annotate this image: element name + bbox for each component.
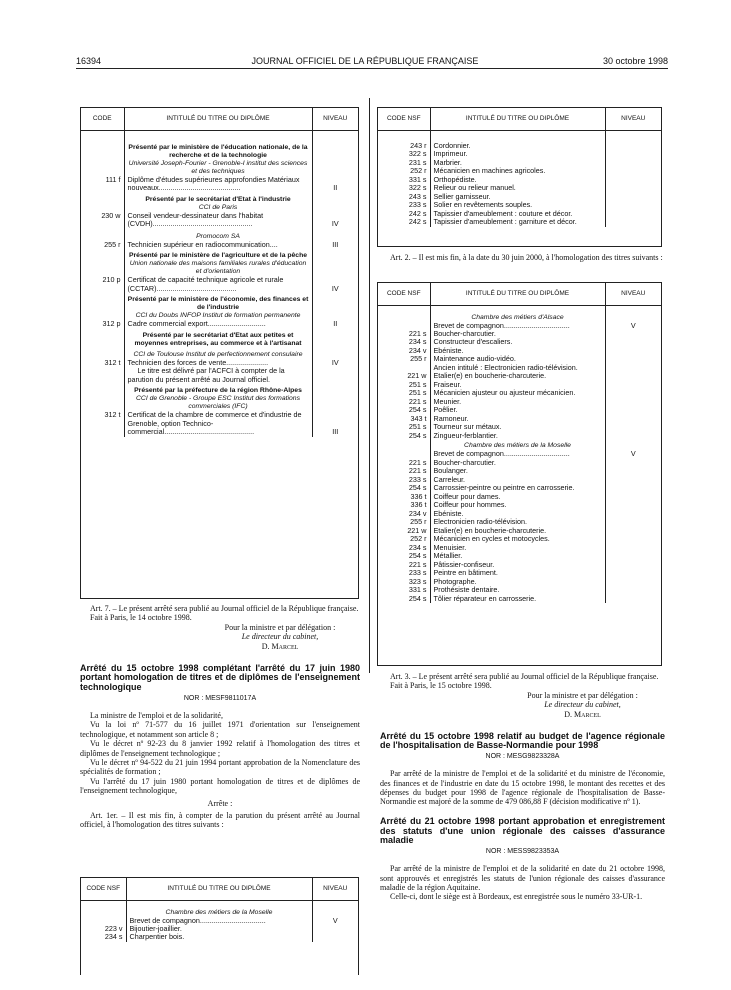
arrete-title: Arrêté du 21 octobre 1998 portant approbation et enregistrement des statuts d'une union régionale des caisses d'assurance maladie	[380, 815, 665, 846]
col-code-nsf: CODE NSF	[81, 878, 126, 900]
title-cell: Maintenance audio-vidéo.	[430, 355, 605, 363]
brevet-line: Brevet de compagnon.................................	[430, 322, 605, 330]
title-cell: Boucher-charcutier.	[430, 459, 605, 467]
niveau-cell: IV	[331, 219, 339, 229]
title-cell: Tapissier d'ameublement : garniture et décor.	[430, 218, 605, 226]
title-cell: Menuisier.	[430, 544, 605, 552]
table-row	[378, 595, 661, 603]
code-cell: 242 s	[378, 210, 430, 218]
code-cell: 251 s	[378, 389, 430, 397]
arrete-title: Arrêté du 15 octobre 1998 relatif au budget de l'agence régionale de l'hospitalisation de Basse-Normandie pour 1998	[380, 730, 665, 751]
title-cell: Fraiseur.	[430, 381, 605, 389]
niveau-cell: II	[333, 183, 338, 193]
article-7: Art. 7. – Le présent arrêté sera publié au Journal officiel de la République française.	[90, 604, 359, 613]
title-cell: Coiffeur pour dames.	[430, 493, 605, 501]
table-row	[378, 432, 661, 440]
code-cell: 251 s	[378, 423, 430, 431]
chambre-heading: Chambre des métiers d'Alsace	[471, 313, 564, 321]
niveau-cell	[312, 925, 358, 933]
chambre-heading: Chambre des métiers de la Moselle	[165, 908, 273, 916]
title-cell: Constructeur d'escaliers.	[430, 338, 605, 346]
niveau-cell	[605, 476, 661, 484]
niveau-cell	[605, 544, 661, 552]
niveau-cell: V	[630, 320, 636, 330]
title-cell: Etalier(e) en boucherie-charcuterie.	[430, 527, 605, 535]
paragraph: La ministre de l'emploi et de la solidarité,	[90, 710, 223, 720]
title-cell: Ancien intitulé : Electronicien radio-télévision.	[430, 364, 605, 372]
code-cell: 233 s	[378, 569, 430, 577]
code-cell: 234 v	[378, 510, 430, 518]
left-table-2	[80, 877, 359, 975]
title-cell: Tôlier réparateur en carrosserie.	[430, 595, 605, 603]
page-number: 16394	[76, 56, 102, 66]
niveau-cell	[605, 527, 661, 535]
title-cell: Conseil vendeur-dessinateur dans l'habitat (CVDH)..................................................	[124, 212, 312, 229]
niveau-cell	[605, 518, 661, 526]
section-heading: Présenté par la préfecture de la région Rhône-Alpes	[134, 387, 302, 395]
title-cell: Cordonnier.	[430, 142, 605, 150]
title-cell: Mécanicien en machines agricoles.	[430, 167, 605, 175]
paragraph: Par arrêté de la ministre de l'emploi et de la solidarité en date du 21 octobre 1998, sont approuvés et enregistrés les statuts de l'union régionale des caisses d'assurance maladie de la région Aquitaine.	[380, 864, 665, 892]
col-intitule: INTITULÉ DU TITRE OU DIPLÔME	[430, 283, 605, 305]
niveau-cell: III	[332, 239, 339, 249]
code-cell: 234 s	[81, 933, 126, 941]
title-cell: Certificat de la chambre de commerce et d'industrie de Grenoble, option Technico-commercial.............................................	[124, 411, 312, 436]
code-cell: 312 t	[81, 411, 124, 436]
signature-line-1: Pour la ministre et par délégation :	[527, 690, 638, 700]
code-cell: 242 s	[378, 218, 430, 226]
title-cell: Imprimeur.	[430, 150, 605, 158]
niveau-cell	[605, 338, 661, 346]
title-cell: Tourneur sur métaux.	[430, 423, 605, 431]
code-cell: 254 s	[378, 595, 430, 603]
code-cell: 243 s	[378, 193, 430, 201]
column-divider	[369, 98, 370, 673]
fait-a-paris: Fait à Paris, le 15 octobre 1998.	[390, 681, 492, 691]
niveau-cell: II	[333, 319, 338, 329]
title-cell: Pâtissier-confiseur.	[430, 561, 605, 569]
code-cell: 221 s	[378, 467, 430, 475]
title-cell: Bijoutier-joaillier.	[126, 925, 312, 933]
col-code: CODE	[81, 108, 124, 130]
arrete-title: Arrêté du 15 octobre 1998 complétant l'arrêté du 17 juin 1980 portant homologation de titres et de diplômes de l'enseignement technologique	[80, 662, 360, 693]
niveau-cell	[605, 355, 661, 363]
arrete-label: Arrête :	[207, 798, 233, 808]
niveau-cell	[605, 364, 661, 372]
niveau-cell	[605, 535, 661, 543]
article-3: Art. 3. – Le présent arrêté sera publié au Journal officiel de la République française.	[390, 672, 659, 681]
code-cell: 234 s	[378, 544, 430, 552]
title-cell: Electronicien radio-télévision.	[430, 518, 605, 526]
title-cell: Solier en revêtements souples.	[430, 201, 605, 209]
niveau-cell	[605, 389, 661, 397]
niveau-cell	[605, 595, 661, 603]
col-intitule: INTITULÉ DU TITRE OU DIPLÔME	[126, 878, 312, 900]
title-cell: Photographe.	[430, 578, 605, 586]
code-cell: 331 s	[378, 176, 430, 184]
section-heading: Présenté par le secrétariat d'Etat à l'industrie	[145, 195, 291, 203]
title-cell: Marbrier.	[430, 159, 605, 167]
signature-name: D. Marcel	[261, 642, 299, 652]
title-cell: Orthopédiste.	[430, 176, 605, 184]
title-cell: Carrossier-peintre ou peintre en carrosserie.	[430, 484, 605, 492]
niveau-cell	[605, 372, 661, 380]
title-cell: Coiffeur pour hommes.	[430, 501, 605, 509]
niveau-cell	[605, 484, 661, 492]
title-cell: Technicien supérieur en radiocommunication....	[124, 241, 312, 249]
code-cell: 221 s	[378, 398, 430, 406]
niveau-cell	[605, 347, 661, 355]
code-cell: 234 s	[378, 338, 430, 346]
title-cell: Zingueur-ferblantier.	[430, 432, 605, 440]
title-cell: Sellier garnisseur.	[430, 193, 605, 201]
col-niveau: NIVEAU	[605, 283, 661, 305]
code-cell: 221 s	[378, 459, 430, 467]
niveau-cell	[605, 218, 661, 226]
niveau-cell	[605, 406, 661, 414]
institution: CCI de Paris	[198, 203, 238, 211]
code-cell: 223 v	[81, 925, 126, 933]
journal-title: JOURNAL OFFICIEL DE LA RÉPUBLIQUE FRANÇAISE	[251, 56, 479, 66]
code-cell: 243 r	[378, 142, 430, 150]
paragraph: Vu le décret nº 94-522 du 21 juin 1994 portant approbation de la Nomenclature des spécialités de formation ;	[80, 758, 360, 777]
code-cell: 111 f	[81, 176, 124, 193]
article-1: Art. 1er. – Il est mis fin, à compter de la parution du présent arrêté au Journal officiel, à l'homologation des titres suivants :	[80, 810, 360, 830]
niveau-cell: V	[332, 915, 338, 925]
niveau-cell	[605, 586, 661, 594]
title-cell: Métallier.	[430, 552, 605, 560]
niveau-cell	[605, 201, 661, 209]
niveau-cell	[605, 184, 661, 192]
institution: CCI de Grenoble - Groupe ESC Institut des formations commerciales (IFC)	[136, 395, 300, 411]
code-cell: 231 s	[378, 159, 430, 167]
col-niveau: NIVEAU	[312, 878, 358, 900]
niveau-cell	[605, 415, 661, 423]
title-cell: Carreleur.	[430, 476, 605, 484]
code-cell: 234 v	[378, 347, 430, 355]
title-cell: Tapissier d'ameublement : couture et décor.	[430, 210, 605, 218]
niveau-cell	[605, 501, 661, 509]
col-niveau: NIVEAU	[605, 108, 661, 130]
header-rule	[76, 68, 668, 69]
niveau-cell	[312, 933, 358, 941]
nor-ref: NOR : MESG9823328A	[485, 753, 560, 761]
chambre-heading: Chambre des métiers de la Moselle	[464, 442, 571, 450]
code-cell: 331 s	[378, 586, 430, 594]
niveau-cell	[605, 467, 661, 475]
article-2: Art. 2. – Il est mis fin, à la date du 30 juin 2000, à l'homologation des titres suivants :	[390, 253, 663, 262]
issue-date: 30 octobre 1998	[602, 56, 668, 66]
brevet-line: Brevet de compagnon.................................	[126, 917, 312, 925]
code-cell: 254 s	[378, 432, 430, 440]
niveau-cell	[605, 159, 661, 167]
code-cell: 312 p	[81, 320, 124, 328]
niveau-cell: III	[332, 427, 339, 437]
signature-line-1: Pour la ministre et par délégation :	[224, 622, 336, 632]
brevet-line: Brevet de compagnon.................................	[430, 450, 605, 458]
paragraph: Vu l'arrêté du 17 juin 1980 portant homologation de titres et de diplômes de l'enseignement technologique,	[80, 776, 360, 796]
niveau-cell	[605, 510, 661, 518]
title-cell: Ramoneur.	[430, 415, 605, 423]
institution: Promocom SA	[196, 232, 240, 240]
code-cell: 255 r	[81, 241, 124, 249]
niveau-cell	[605, 552, 661, 560]
signature-line-2: Le directeur du cabinet,	[544, 700, 621, 710]
paragraph: Celle-ci, dont le siège est à Bordeaux, est enregistrée sous le numéro 33-UR-1.	[390, 892, 643, 902]
code-cell: 323 s	[378, 578, 430, 586]
niveau-cell	[605, 142, 661, 150]
col-code-nsf: CODE NSF	[378, 283, 430, 305]
title-cell: Prothésiste dentaire.	[430, 586, 605, 594]
niveau-cell	[605, 193, 661, 201]
niveau-cell	[605, 167, 661, 175]
code-cell: 254 s	[378, 406, 430, 414]
code-cell: 254 s	[378, 484, 430, 492]
niveau-cell	[605, 398, 661, 406]
title-cell: Mécanicien ajusteur ou ajusteur mécanicien.	[430, 389, 605, 397]
title-cell: Ebéniste.	[430, 347, 605, 355]
title-cell: Peintre en bâtiment.	[430, 569, 605, 577]
niveau-cell	[605, 330, 661, 338]
table-row	[378, 218, 661, 226]
title-cell: Boulanger.	[430, 467, 605, 475]
niveau-cell	[605, 432, 661, 440]
col-intitule: INTITULÉ DU TITRE OU DIPLÔME	[430, 108, 605, 130]
paragraph: Par arrêté de la ministre de l'emploi et de la solidarité et du ministre de l'économie, des finances et de l'industrie en date du 15 octobre 1998, le montant des recettes et des dépenses du budget pour 1998 de l'agence régionale de l'hospitalisation de Basse-Normandie est majoré de la somme de 479 086,88 F (décision modificative nº 1).	[380, 769, 665, 807]
code-cell: 255 r	[378, 518, 430, 526]
title-cell: Meunier.	[430, 398, 605, 406]
code-cell: 233 s	[378, 476, 430, 484]
right-text-1	[380, 253, 665, 262]
code-cell: 322 s	[378, 150, 430, 158]
paragraph: Vu la loi nº 71-577 du 16 juillet 1971 d'orientation sur l'enseignement technologique, et notamment son article 8 ;	[80, 720, 360, 739]
section-heading: Présenté par le ministère de l'éducation nationale, de la recherche et de la technologie	[128, 143, 308, 159]
niveau-cell: IV	[331, 357, 339, 367]
paragraph: Vu le décret nº 92-23 du 8 janvier 1992 relatif à l'homologation des titres et diplômes de l'enseignement technologique ;	[80, 739, 360, 758]
code-cell: 252 r	[378, 535, 430, 543]
code-cell: 252 r	[378, 167, 430, 175]
niveau-cell	[605, 423, 661, 431]
title-cell: Etalier(e) en boucherie-charcuterie.	[430, 372, 605, 380]
niveau-cell: V	[630, 449, 636, 459]
code-cell: 221 s	[378, 330, 430, 338]
niveau-cell	[605, 459, 661, 467]
code-cell: 221 w	[378, 527, 430, 535]
niveau-cell	[605, 561, 661, 569]
code-cell: 312 t	[81, 359, 124, 367]
title-cell: Poêlier.	[430, 406, 605, 414]
right-text-2	[380, 672, 665, 902]
title-cell: Diplôme d'études supérieures approfondies Matériaux nouveaux.........................................	[124, 176, 312, 193]
col-intitule: INTITULÉ DU TITRE OU DIPLÔME	[124, 108, 312, 130]
col-code-nsf: CODE NSF	[378, 108, 430, 130]
title-cell: Certificat de capacité technique agricole et rurale (CCTAR)........................................	[124, 276, 312, 293]
institution: Union nationale des maisons familiales rurales d'éducation et d'orientation	[129, 260, 307, 276]
note-cell: Le titre est délivré par l'ACFCI à compter de la parution du présent arrêté au Journal officiel.	[124, 367, 312, 384]
niveau-cell	[605, 150, 661, 158]
niveau-cell	[605, 176, 661, 184]
code-cell: 254 s	[378, 552, 430, 560]
code-cell: 251 s	[378, 381, 430, 389]
right-table-2	[377, 282, 662, 666]
nor-ref: NOR : MESF9811017A	[183, 694, 257, 702]
left-table	[80, 107, 359, 599]
niveau-cell	[605, 569, 661, 577]
niveau-cell: IV	[331, 283, 339, 293]
title-cell: Boucher-charcutier.	[430, 330, 605, 338]
title-cell: Cadre commercial export.............................	[124, 320, 312, 328]
institution: CCI du Doubs INFOP Institut de formation permanente	[135, 312, 301, 320]
niveau-cell	[605, 210, 661, 218]
fait-a-paris: Fait à Paris, le 14 octobre 1998.	[90, 613, 192, 623]
niveau-cell	[605, 493, 661, 501]
section-heading: Présenté par le ministère de l'agriculture et de la pêche	[128, 252, 308, 260]
code-cell: 221 s	[378, 561, 430, 569]
niveau-cell	[605, 578, 661, 586]
title-cell: Relieur ou relieur manuel.	[430, 184, 605, 192]
code-cell: 233 s	[378, 201, 430, 209]
code-cell: 255 r	[378, 355, 430, 363]
code-cell: 343 t	[378, 415, 430, 423]
table-row	[81, 933, 358, 941]
section-heading: Présenté par le ministère de l'économie, des finances et de l'industrie	[127, 296, 309, 312]
title-cell: Technicien des forces de vente.....................	[124, 359, 312, 367]
signature-name: D. Marcel	[564, 710, 601, 720]
col-niveau: NIVEAU	[312, 108, 358, 130]
code-cell: 322 s	[378, 184, 430, 192]
nor-ref: NOR : MESS9823353A	[485, 848, 560, 856]
title-cell: Mécanicien en cycles et motocycles.	[430, 535, 605, 543]
code-cell: 210 p	[81, 276, 124, 293]
code-cell: 336 t	[378, 493, 430, 501]
right-table-1	[377, 107, 662, 247]
code-cell: 230 w	[81, 212, 124, 229]
institution: Université Joseph-Fourier - Grenoble-I institut des sciences et des techniques	[128, 159, 308, 175]
section-heading: Présenté par le secrétariat d'Etat aux petites et moyennes entreprises, au commerce et à l'artisanat	[134, 331, 302, 347]
title-cell: Ebéniste.	[430, 510, 605, 518]
institution: CCI de Toulouse Institut de perfectionnement consulaire	[133, 350, 303, 358]
code-cell: 336 t	[378, 501, 430, 509]
niveau-cell	[605, 381, 661, 389]
signature-line-2: Le directeur du cabinet,	[241, 632, 319, 642]
left-text-block	[80, 604, 360, 830]
code-cell: 221 w	[378, 372, 430, 380]
title-cell: Charpentier bois.	[126, 933, 312, 941]
